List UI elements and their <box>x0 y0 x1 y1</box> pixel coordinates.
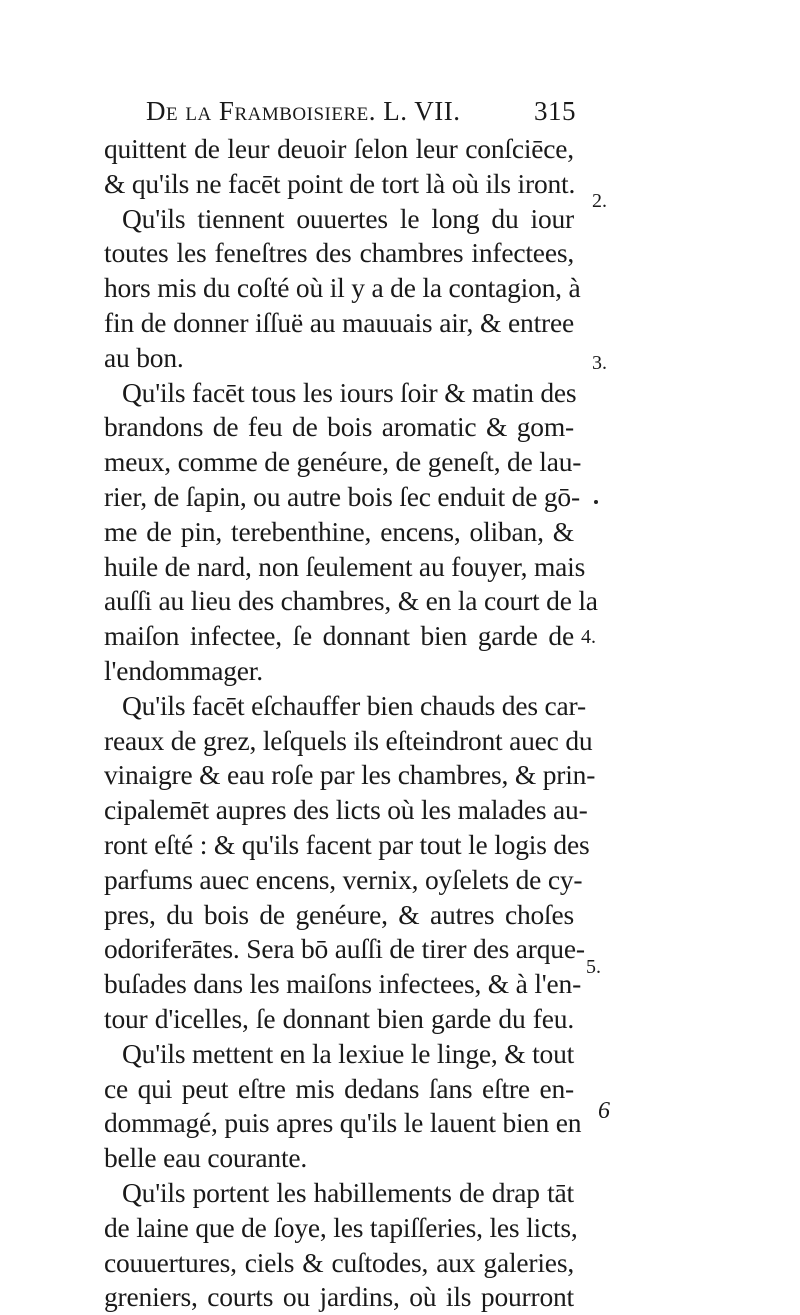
text-line: brandons de feu de bois aromatic & gom- <box>104 411 574 443</box>
text-line: & qu'ils ne facēt point de tort là où ils iront. <box>104 167 576 199</box>
text-line: quittent de leur deuoir ſelon leur conſciēce, <box>104 133 574 164</box>
text-line: vinaigre & eau roſe par les chambres, & prin- <box>104 759 596 791</box>
text-line: me de pin, terebenthine, encens, oliban, & <box>104 515 574 547</box>
text-line: fin de donner iſſuë au mauuais air, & entree <box>104 306 574 338</box>
text-line: huile de nard, non ſeulement au fouyer, mais <box>104 550 586 582</box>
text-line: cipalemēt aupres des licts où les malades au- <box>104 794 588 826</box>
margin-note-2: 2. <box>592 190 607 212</box>
text-line: odoriferātes. Sera bō auſſi de tirer des arque- <box>104 933 585 965</box>
text-line: Qu'ils portent les habillements de drap tāt <box>122 1176 574 1208</box>
text-line: ront eſté : & qu'ils facent par tout le logis des <box>104 828 590 860</box>
text-line: meux, comme de genéure, de geneſt, de lau- <box>104 446 582 478</box>
text-line: Qu'ils facēt tous les iours ſoir & matin des <box>122 376 577 408</box>
text-line: tour d'icelles, ſe donnant bien garde du feu. <box>104 1002 574 1034</box>
margin-note-3: 3. <box>592 352 607 374</box>
text-line: couuertures, ciels & cuſtodes, aux galeries, <box>104 1246 574 1278</box>
text-line: toutes les feneſtres des chambres infectees, <box>104 237 574 269</box>
text-line: ce qui peut eſtre mis dedans ſans eſtre en- <box>104 1072 574 1104</box>
body-text <box>104 132 598 1315</box>
margin-note-6: 6 <box>598 1098 610 1124</box>
text-line: auſſi au lieu des chambres, & en la court de la <box>104 585 598 617</box>
text-line: l'endommager. <box>104 654 263 686</box>
text-line: reaux de grez, leſquels ils eſteindront auec du <box>104 724 593 756</box>
text-line: hors mis du coſté où il y a de la contagion, à <box>104 272 581 304</box>
text-line: Qu'ils tiennent ouuertes le long du iour <box>122 202 574 234</box>
page-header <box>146 96 576 136</box>
stray-mark <box>594 500 598 504</box>
text-line: buſades dans les maiſons infectees, & à l'en- <box>104 968 582 1000</box>
text-line: Qu'ils mettent en la lexiue le linge, & tout <box>122 1037 575 1069</box>
text-line: de laine que de ſoye, les tapiſſeries, les licts, <box>104 1211 578 1243</box>
text-line: rier, de ſapin, ou autre bois ſec enduit de gō- <box>104 480 580 512</box>
page-number: 315 <box>534 96 576 126</box>
text-line: belle eau courante. <box>104 1142 308 1174</box>
text-line: dommagé, puis apres qu'ils le lauent bien en <box>104 1107 582 1139</box>
text-line: maiſon infectee, ſe donnant bien garde de <box>104 620 574 652</box>
margin-note-5: 5. <box>586 956 601 978</box>
text-line: pres, du bois de genéure, & autres choſes <box>104 898 574 930</box>
text-line: Qu'ils facēt eſchauffer bien chauds des car- <box>122 689 586 721</box>
text-line: au bon. <box>104 341 184 373</box>
text-line: parfums auec encens, vernix, oyſelets de cy- <box>104 863 583 895</box>
text-line: greniers, courts ou jardins, où ils pourront <box>104 1281 574 1313</box>
margin-note-4: 4. <box>581 626 596 648</box>
running-head: De la Framboisiere. L. VII. <box>146 96 461 126</box>
